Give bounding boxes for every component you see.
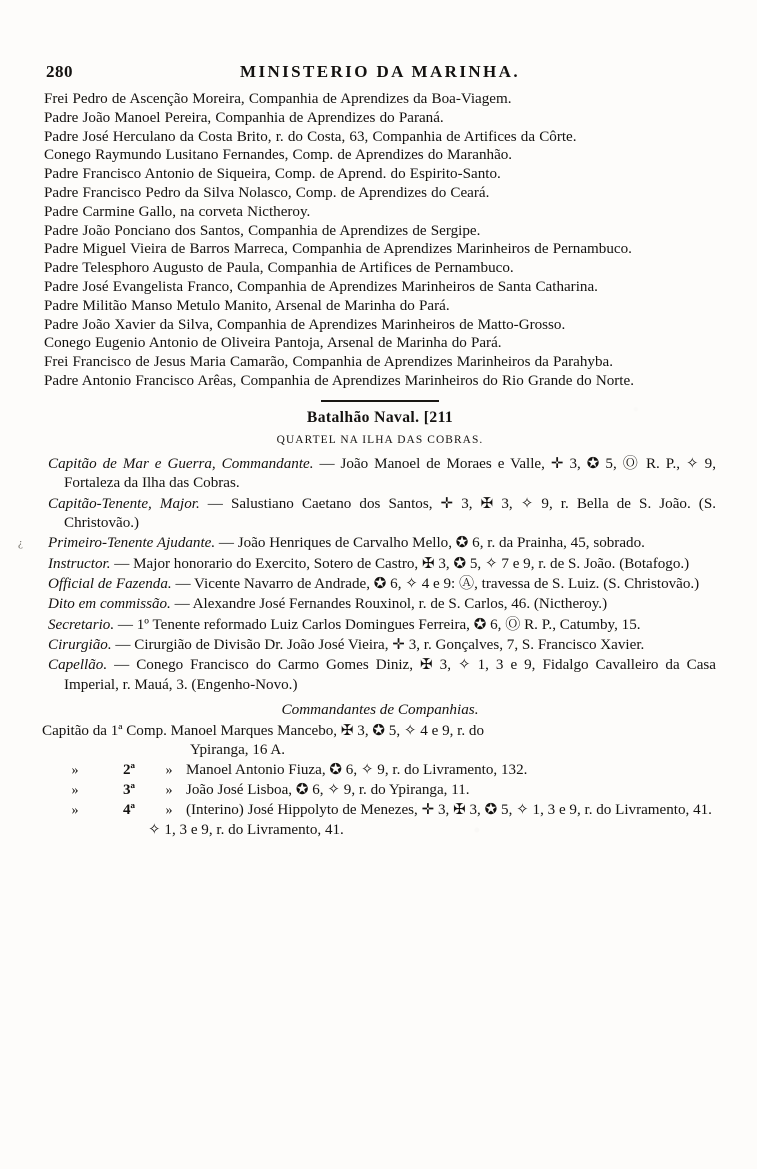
list-item: Padre João Ponciano dos Santos, Companhia de Aprendizes de Sergipe. <box>44 222 481 239</box>
officer-list <box>44 455 716 695</box>
officer-role: Secretario. <box>48 616 115 633</box>
list-item: Padre Militão Manso Metulo Manito, Arsenal de Marinha do Pará. <box>44 297 450 314</box>
ditto-mark: » <box>165 782 173 798</box>
page-number: 280 <box>46 62 73 81</box>
section-title <box>44 409 716 427</box>
officer-detail: — Alexandre José Fernandes Rouxinol, r. de S. Carlos, 46. (Nictheroy.) <box>174 596 608 613</box>
officer-detail: — João Manoel de Moraes e Valle, ✛ 3, ✪ 5, Ⓞ R. P., ✧ 9, Fortaleza da Ilha das Cobras. <box>64 455 716 492</box>
officer-entry <box>44 636 716 655</box>
officer-role: Capitão de Mar e Guerra, Commandante. <box>48 455 314 472</box>
list-item: Padre Francisco Pedro da Silva Nolasco, Comp. de Aprendizes do Ceará. <box>44 184 490 201</box>
list-item: Padre José Herculano da Costa Brito, r. do Costa, 63, Companhia de Artifices da Côrte. <box>44 128 577 145</box>
ditto-mark: » <box>165 762 173 778</box>
margin-speck: ¿ <box>18 537 23 549</box>
list-item: Padre João Manoel Pereira, Companhia de Aprendizes do Paraná. <box>44 109 444 126</box>
page-header <box>44 62 716 84</box>
officer-entry <box>44 495 716 533</box>
officer-entry <box>44 595 716 614</box>
officer-role: Dito em commissão. <box>48 596 171 613</box>
officer-detail: — Salustiano Caetano dos Santos, ✛ 3, ✠ 3, ✧ 9, r. Bella de S. João. (S. Christovão.) <box>64 495 716 531</box>
table-row: Capitão da 1ª Comp. Manoel Marques Mancebo, ✠ 3, ✪ 5, ✧ 4 e 9, r. do <box>42 722 485 739</box>
officer-role: Primeiro-Tenente Ajudante. <box>48 535 216 552</box>
running-head-title: MINISTERIO DA MARINHA. <box>240 62 520 81</box>
officer-entry <box>44 555 716 574</box>
company-commanders-table <box>44 722 716 840</box>
table-row <box>44 801 716 820</box>
list-item: Padre José Evangelista Franco, Companhia de Aprendizes Marinheiros de Santa Catharina. <box>44 278 598 295</box>
list-item: Padre Telesphoro Augusto de Paula, Companhia de Artifices de Pernambuco. <box>44 260 514 277</box>
commander-detail: (Interino) José Hippolyto de Menezes, ✛ 3, ✠ 3, ✪ 5, ✧ 1, 3 e 9, r. do Livramento, 41. <box>186 801 712 818</box>
officer-role: Cirurgião. <box>48 637 112 654</box>
list-item: Padre Francisco Antonio de Siqueira, Comp. de Aprend. do Espirito-Santo. <box>44 166 501 183</box>
ditto-mark: » <box>165 802 173 818</box>
officer-entry <box>44 534 716 553</box>
officer-detail: — 1º Tenente reformado Luiz Carlos Domingues Ferreira, ✪ 6, Ⓞ R. P., Catumby, 15. <box>117 616 641 633</box>
clergy-entry-list <box>44 90 716 390</box>
list-item: Conego Raymundo Lusitano Fernandes, Comp. de Aprendizes do Maranhão. <box>44 147 513 164</box>
ditto-mark: » <box>71 802 79 818</box>
officer-entry <box>44 575 716 594</box>
list-item: Frei Francisco de Jesus Maria Camarão, Companhia de Aprendizes Marinheiros da Parahyba. <box>44 354 613 371</box>
section-divider <box>321 400 439 402</box>
table-row <box>44 761 716 780</box>
page-content <box>44 62 716 840</box>
list-item: Padre João Xavier da Silva, Companhia de Aprendizes Marinheiros de Matto-Grosso. <box>44 316 566 333</box>
section-reference: [211 <box>423 408 454 426</box>
table-row <box>44 781 716 800</box>
officer-detail: — Conego Francisco do Carmo Gomes Diniz, ✠ 3, ✧ 1, 3 e 9, Fidalgo Cavalleiro da Casa Imperial, r. Mauá, 3. (Engenho-Novo.) <box>64 657 716 693</box>
list-item: Conego Eugenio Antonio de Oliveira Pantoja, Arsenal de Marinha do Pará. <box>44 335 502 352</box>
commander-detail: Manoel Antonio Fiuza, ✪ 6, ✧ 9, r. do Livramento, 132. <box>186 761 528 778</box>
ditto-mark: » <box>71 782 79 798</box>
officer-entry <box>44 616 716 635</box>
officer-detail: — Cirurgião de Divisão Dr. João José Vieira, ✛ 3, r. Gonçalves, 7, S. Francisco Xavier. <box>115 637 645 654</box>
list-item: Padre Miguel Vieira de Barros Marreca, Companhia de Aprendizes Marinheiros de Pernambuco. <box>44 241 632 258</box>
officer-role: Capitão-Tenente, Major. <box>48 495 200 512</box>
company-number: 2ª <box>122 761 136 778</box>
officer-role: Capellão. <box>48 657 108 674</box>
officer-role: Instructor. <box>48 555 111 572</box>
list-item: Padre Carmine Gallo, na corveta Nictheroy. <box>44 203 311 220</box>
officer-detail: — Vicente Navarro de Andrade, ✪ 6, ✧ 4 e 9: Ⓐ, travessa de S. Luiz. (S. Christovão.) <box>175 575 700 592</box>
company-number: 4ª <box>122 801 136 818</box>
officer-detail: — Major honorario do Exercito, Sotero de Castro, ✠ 3, ✪ 5, ✧ 7 e 9, r. de S. João. (Botafogo.) <box>114 555 690 572</box>
table-row-continuation: Ypiranga, 16 A. <box>190 742 286 759</box>
officer-entry <box>44 656 716 694</box>
officer-detail: — João Henriques de Carvalho Mello, ✪ 6, r. da Prainha, 45, sobrado. <box>218 535 645 552</box>
list-item: Padre Antonio Francisco Arêas, Companhia de Aprendizes Marinheiros do Rio Grande do Norte. <box>44 372 634 389</box>
section-title-text: Batalhão Naval. <box>306 408 420 426</box>
companies-heading: Commandantes de Companhias. <box>281 700 479 718</box>
list-item: Frei Pedro de Ascenção Moreira, Companhia de Aprendizes da Boa-Viagem. <box>44 91 512 107</box>
company-number: 3ª <box>122 781 136 798</box>
officer-entry <box>44 455 716 493</box>
ditto-mark: » <box>71 762 79 778</box>
commander-detail: João José Lisboa, ✪ 6, ✧ 9, r. do Ypiranga, 11. <box>186 781 470 798</box>
section-subtitle: QUARTEL NA ILHA DAS COBRAS. <box>276 433 484 446</box>
officer-role: Official de Fazenda. <box>48 575 172 592</box>
table-row-continuation: ✧ 1, 3 e 9, r. do Livramento, 41. <box>148 821 344 838</box>
